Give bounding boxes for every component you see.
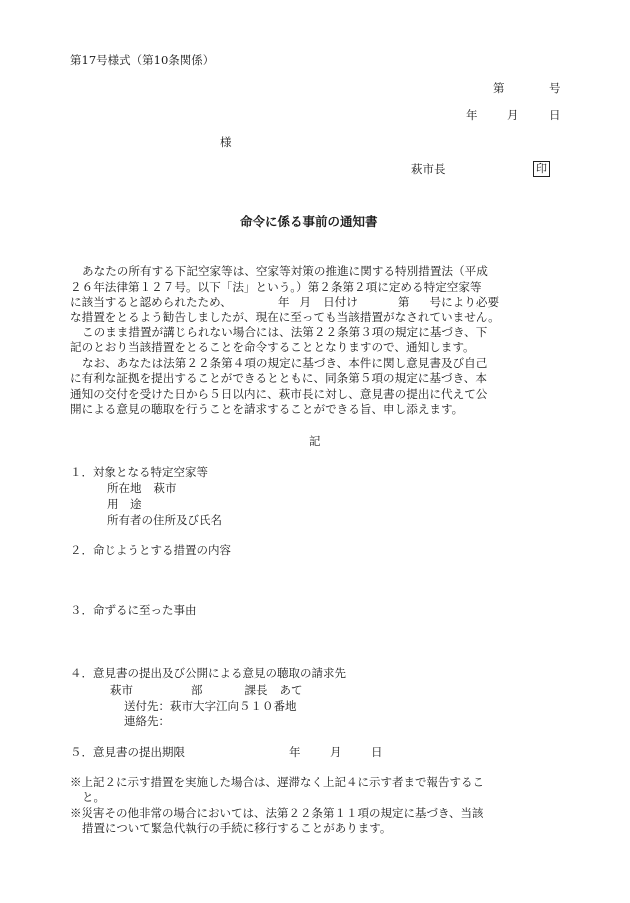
doc-number-dai: 第 bbox=[493, 81, 505, 95]
note-2-line-1: ※災害その他非常の場合においては、法第２２条第１１項の規定に基づき、当該 bbox=[70, 806, 484, 820]
body-line-3-go: 号により必要 bbox=[429, 295, 500, 309]
body-line-7: なお、あなたは法第２２条第４項の規定に基づき、本件に関し意見書及び自己 bbox=[82, 356, 488, 370]
body-line-2: ２６年法律第１２７号。以下「法」という。）第２条第２項に定める特定空家等 bbox=[70, 280, 482, 294]
item4-heading: ４．意見書の提出及び公開による意見の聴取の請求先 bbox=[70, 666, 346, 680]
issuer: 萩市長 bbox=[411, 162, 446, 176]
item5-day: 日 bbox=[371, 745, 383, 759]
body-line-8: に有利な証拠を提出することができるとともに、同条第５項の規定に基づき、本 bbox=[70, 371, 487, 385]
body-line-1: あなたの所有する下記空家等は、空家等対策の推進に関する特別措置法（平成 bbox=[82, 264, 488, 278]
item2-heading: ２．命じようとする措置の内容 bbox=[70, 543, 231, 557]
item1-location-label: 所在地 bbox=[107, 481, 142, 495]
item4-department bbox=[110, 685, 303, 697]
note-2-line-2: 措置について緊急代執行の手続に移行することがあります。 bbox=[82, 821, 392, 835]
body-line-4: な措置をとるよう勧告しましたが、現在に至っても当該措置がなされていません。 bbox=[70, 310, 500, 324]
item1-owner-label: 所有者の住所及び氏名 bbox=[107, 513, 222, 527]
seal-stamp bbox=[533, 161, 550, 177]
body-line-3-dai: 第 bbox=[397, 295, 410, 309]
date-month: 月 bbox=[507, 108, 519, 122]
body-line-3-month: 月 bbox=[299, 295, 312, 309]
body-line-3-year: 年 bbox=[277, 295, 290, 309]
form-label: 第17号様式（第10条関係） bbox=[70, 53, 215, 67]
body-line-3-dated: 日付け bbox=[323, 295, 358, 309]
item4-dept-chief: 課長 bbox=[244, 683, 268, 697]
item5-month: 月 bbox=[330, 745, 342, 759]
item4-dept-bu: 部 bbox=[191, 683, 203, 697]
body-line-5: このまま措置が講じられない場合には、法第２２条第３項の規定に基づき、下 bbox=[82, 325, 488, 339]
date-year: 年 bbox=[466, 108, 478, 122]
document-title: 命令に係る事前の通知書 bbox=[240, 214, 378, 229]
item4-address bbox=[124, 701, 297, 713]
item4-address-label: 送付先： bbox=[124, 699, 170, 713]
doc-number-go: 号 bbox=[549, 81, 561, 95]
item4-address-value: 萩市大字江向５１０番地 bbox=[170, 699, 297, 713]
item4-dept-city: 萩市 bbox=[110, 683, 133, 697]
body-line-10: 開による意見の聴取を行うことを請求することができる旨、申し添えます。 bbox=[70, 402, 464, 416]
item3-heading: ３．命ずるに至った事由 bbox=[70, 603, 197, 617]
body-line-3-text: に該当すると認められたため、 bbox=[70, 295, 232, 309]
addressee-suffix: 様 bbox=[220, 135, 232, 149]
item4-contact-label: 連絡先： bbox=[124, 714, 170, 728]
item1-location bbox=[107, 483, 177, 495]
seal-label: 印 bbox=[533, 161, 550, 177]
item1-heading: １．対象となる特定空家等 bbox=[70, 465, 208, 479]
item5-year: 年 bbox=[289, 745, 301, 759]
item1-location-value: 萩市 bbox=[153, 481, 177, 495]
ki-marker: 記 bbox=[309, 434, 321, 448]
date-day: 日 bbox=[549, 108, 561, 122]
note-1-line-2: と。 bbox=[82, 790, 105, 804]
item4-dept-ate: あて bbox=[279, 683, 303, 697]
note-1-line-1: ※上記２に示す措置を実施した場合は、遅滞なく上記４に示す者まで報告するこ bbox=[70, 775, 484, 789]
body-line-6: 記のとおり当該措置をとることを命令することとなりますので、通知します。 bbox=[70, 340, 475, 354]
item1-use-label: 用 途 bbox=[107, 497, 142, 511]
body-line-3 bbox=[70, 297, 499, 309]
item5-heading: ５．意見書の提出期限 bbox=[70, 745, 185, 759]
body-line-9: 通知の交付を受けた日から５日以内に、萩市長に対し、意見書の提出に代えて公 bbox=[70, 387, 488, 401]
